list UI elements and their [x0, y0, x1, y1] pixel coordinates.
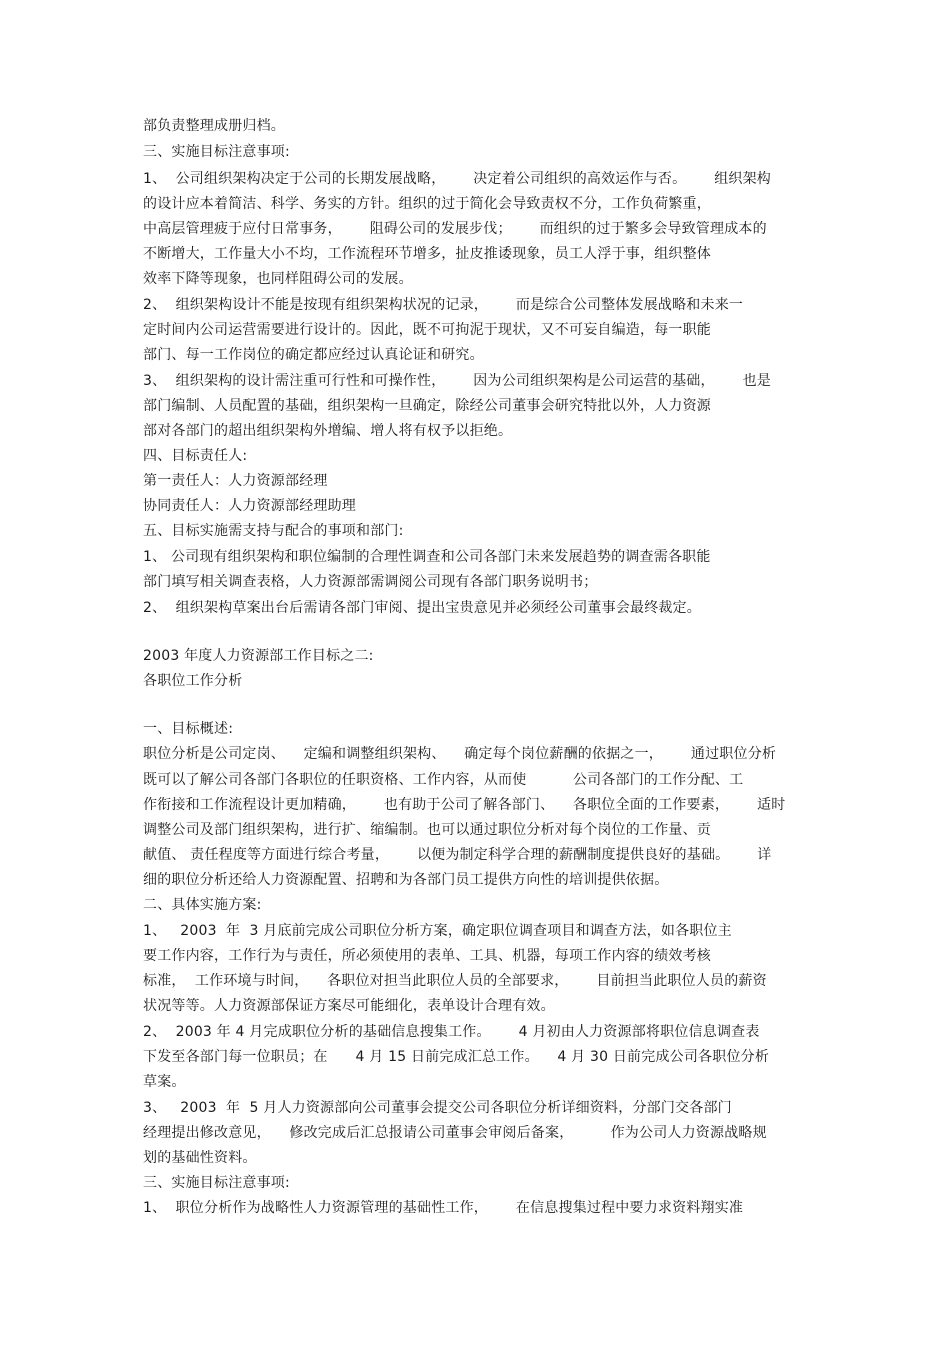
- text-line: 草案。: [143, 1074, 186, 1090]
- text-line: 部负责整理成册归档。: [143, 118, 285, 134]
- text-line: 调整公司及部门组织架构，进行扩、缩编制。也可以通过职位分析对每个岗位的工作量、贡: [143, 822, 711, 838]
- section-heading: 三、实施目标注意事项:: [143, 1175, 290, 1191]
- text-line: 部门填写相关调查表格，人力资源部需调阅公司现有各部门职务说明书；: [143, 574, 598, 590]
- doc-title: 2003 年度人力资源部工作目标之二:: [143, 648, 374, 664]
- text-line: 部对各部门的超出组织架构外增编、增人将有权予以拒绝。: [143, 423, 513, 439]
- text-line: 细的职位分析还给人力资源配置、招聘和为各部门员工提供方向性的培训提供依据。: [143, 872, 669, 888]
- text-line: 中高层管理疲于应付日常事务， 阻碍公司的发展步伐； 而组织的过于繁多会导致管理成本的: [143, 221, 767, 237]
- text-line: 3、 2003 年 5 月人力资源部向公司董事会提交公司各职位分析详细资料，分部门交各部门: [143, 1100, 732, 1116]
- text-line: 定时间内公司运营需要进行设计的。因此，既不可拘泥于现状，又不可妄自编造，每一职能: [143, 322, 711, 338]
- text-line: 职位分析是公司定岗、 定编和调整组织架构、 确定每个岗位薪酬的依据之一， 通过职位分析: [143, 746, 777, 762]
- text-line: 第一责任人：人力资源部经理: [143, 473, 328, 489]
- section-heading: 一、目标概述:: [143, 721, 234, 737]
- text-line: 下发至各部门每一位职员；在 4 月 15 日前完成汇总工作。 4 月 30 日前完成公司各职位分析: [143, 1049, 770, 1065]
- text-line: 划的基础性资料。: [143, 1150, 257, 1166]
- text-line: 要工作内容，工作行为与责任，所必须使用的表单、工具、机器，每项工作内容的绩效考核: [143, 948, 711, 964]
- text-line: 部门编制、人员配置的基础，组织架构一旦确定，除经公司董事会研究特批以外，人力资源: [143, 398, 711, 414]
- text-line: 标准， 工作环境与时间， 各职位对担当此职位人员的全部要求， 目前担当此职位人员的薪资: [143, 973, 767, 989]
- text-line: 协同责任人：人力资源部经理助理: [143, 498, 356, 514]
- text-line: 献值、 责任程度等方面进行综合考量， 以便为制定科学合理的薪酬制度提供良好的基础。 详: [143, 847, 772, 863]
- text-line: 的设计应本着简洁、科学、务实的方针。组织的过于简化会导致责权不分，工作负荷繁重，: [143, 196, 711, 212]
- text-line: 2、 组织架构设计不能是按现有组织架构状况的记录， 而是综合公司整体发展战略和未来一: [143, 297, 744, 313]
- text-line: 部门、每一工作岗位的确定都应经过认真论证和研究。: [143, 347, 484, 363]
- text-line: 1、 职位分析作为战略性人力资源管理的基础性工作， 在信息搜集过程中要力求资料翔实准: [143, 1200, 744, 1216]
- text-line: 1、 公司现有组织架构和职位编制的合理性调查和公司各部门未来发展趋势的调查需各职能: [143, 549, 711, 565]
- text-line: 2、 组织架构草案出台后需请各部门审阅、提出宝贵意见并必须经公司董事会最终裁定。: [143, 600, 702, 616]
- section-heading: 五、目标实施需支持与配合的事项和部门:: [143, 523, 404, 539]
- section-heading: 四、目标责任人:: [143, 448, 248, 464]
- text-line: 效率下降等现象，也同样阻碍公司的发展。: [143, 271, 413, 287]
- text-line: 2、 2003 年 4 月完成职位分析的基础信息搜集工作。 4 月初由人力资源部将职位信息调查表: [143, 1024, 760, 1040]
- text-line: 1、 公司组织架构决定于公司的长期发展战略， 决定着公司组织的高效运作与否。 组织架构: [143, 171, 772, 187]
- text-line: 既可以了解公司各部门各职位的任职资格、工作内容，从而使 公司各部门的工作分配、工: [143, 772, 744, 788]
- text-line: 不断增大，工作量大小不均，工作流程环节增多，扯皮推诿现象，员工人浮于事，组织整体: [143, 246, 711, 262]
- section-heading: 二、具体实施方案:: [143, 897, 262, 913]
- text-line: 3、 组织架构的设计需注重可行性和可操作性， 因为公司组织架构是公司运营的基础， 也是: [143, 373, 772, 389]
- text-line: 经理提出修改意见， 修改完成后汇总报请公司董事会审阅后备案， 作为公司人力资源战略规: [143, 1125, 767, 1141]
- text-line: 作衔接和工作流程设计更加精确， 也有助于公司了解各部门、 各职位全面的工作要素， 适时: [143, 797, 786, 813]
- text-line: 状况等等。人力资源部保证方案尽可能细化，表单设计合理有效。: [143, 998, 555, 1014]
- text-line: 1、 2003 年 3 月底前完成公司职位分析方案，确定职位调查项目和调查方法，如各职位主: [143, 923, 732, 939]
- section-heading: 三、实施目标注意事项:: [143, 144, 290, 160]
- doc-subtitle: 各职位工作分析: [143, 673, 243, 689]
